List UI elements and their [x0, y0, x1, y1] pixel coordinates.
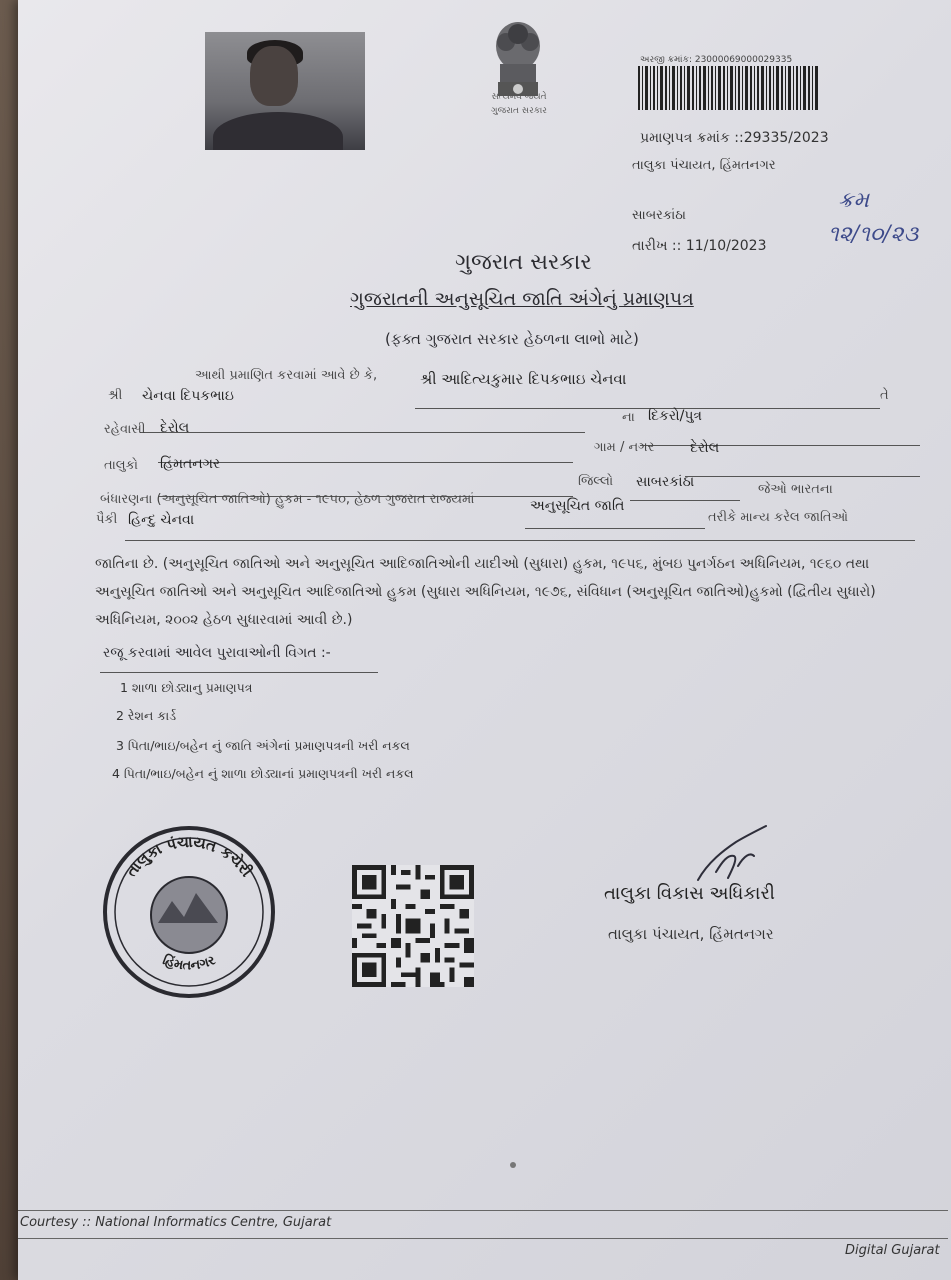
issuing-district: સાબરકાંઠા	[632, 208, 686, 223]
proof-item: 1 શાળા છોડ્યાનુ પ્રમાણપત્ર	[120, 680, 253, 695]
handwritten-date: ૧૨/૧૦/૨૩	[828, 222, 919, 247]
paper-speck	[510, 1162, 516, 1168]
issuing-office: તાલુકા પંચાયત, હિંમતનગર	[632, 158, 776, 173]
barcode	[638, 66, 820, 110]
certificate-title: ગુજરાતની અનુસૂચિત જાતિ અંગેનું પ્રમાણપત્ર	[350, 288, 694, 310]
seal-bottom-text: હિંમતનગર	[160, 952, 218, 974]
emblem-caption-line1: સત્યમેવ જયતે	[491, 92, 547, 102]
village-value: દેરોલ	[690, 440, 720, 456]
district-value: સાબરકાંઠા	[636, 474, 695, 490]
certificate-number: પ્રમાણપત્ર ક્રમાંક ::29335/2023	[640, 130, 829, 146]
taluka-label: તાલુકો	[104, 458, 139, 473]
caste-prefix-label: પૈકી	[96, 512, 118, 527]
officer-title: તાલુકા વિકાસ અધિકારી	[604, 883, 775, 904]
handwritten-reference: ક્રમ	[838, 188, 870, 213]
taluka-value: હિંમતનગર	[160, 456, 221, 472]
seal-top-text: તાલુકા પંચાયત કચેરી	[122, 832, 256, 881]
category-value: અનુસૂચિત જાતિ	[530, 498, 625, 514]
legal-paragraph: જાતિના છે. (અનુસૂચિત જાતિઓ અને અનુસૂચિત આદિજાતિઓની યાદીઓ (સુધારા) હુકમ, ૧૯૫૬, મુંબઇ પુનર્ગઠન અધિનિયમ, ૧૯૬૦ તથા અનુસૂચિત જાતિઓ અને અનુસૂચિત આદિજાતિઓ હુકમ (સુધારા અધિનિયમ, ૧૯૭૬, સંવિધાન (અનુસૂચિત જાતિઓ)હુકમો (દ્વિતીય સુધારો) અધિનિયમ, ૨૦૦૨ હેઠળ સુધારવામાં આવી છે.)	[95, 556, 876, 628]
proof-item: 4 પિતા/ભાઇ/બહેન નું શાળા છોડ્યાનાં પ્રમાણપત્રની ખરી નકલ	[112, 766, 414, 781]
district-label: જિલ્લો	[578, 474, 614, 489]
government-title: ગુજરાત સરકાર	[455, 250, 592, 275]
qr-code	[352, 865, 474, 987]
caste-value: હિન્દુ ચેનવા	[128, 512, 195, 528]
barcode-label: અરજી ક્રમાંક: 23000069000029335	[640, 55, 793, 65]
father-name: ચેનવા દિપકભાઇ	[142, 388, 234, 404]
emblem-caption-line2: ગુજરાત સરકાર	[491, 106, 547, 116]
resident-label: રહેવાસી	[104, 422, 146, 437]
te-label: તે	[880, 388, 889, 403]
digital-gujarat-label: Digital Gujarat	[845, 1243, 940, 1258]
which-india-label: જેઓ ભારતના	[758, 482, 833, 497]
proofs-title: રજૂ કરવામાં આવેલ પુરાવાઓની વિગત :-	[103, 645, 331, 661]
applicant-name: શ્રી આદિત્યકુમાર દિપકભાઇ ચેનવા	[420, 370, 627, 388]
officer-office: તાલુકા પંચાયત, હિંમતનગર	[608, 925, 774, 943]
proof-item: 3 પિતા/ભાઇ/બહેન નું જાતિ અંગેનાં પ્રમાણપત્રની ખરી નકલ	[116, 738, 410, 753]
applicant-photo	[205, 32, 365, 150]
officer-signature	[688, 822, 778, 888]
footer-rule-bottom	[18, 1238, 948, 1239]
shri-label: શ્રી	[108, 388, 123, 403]
office-seal-stamp	[100, 823, 278, 1001]
resident-value: દેરોલ	[160, 420, 190, 436]
proof-item: 2 રેશન કાર્ડ	[116, 708, 177, 723]
relation-value: દિકરો/પુત્ર	[648, 408, 703, 424]
courtesy-text: Courtesy :: National Informatics Centre, Gujarat	[20, 1215, 332, 1230]
certify-label: આથી પ્રમાણિત કરવામાં આવે છે કે,	[195, 368, 378, 383]
certificate-purpose: (ફક્ત ગુજરાત સરકાર હેઠળના લાભો માટે)	[385, 330, 639, 348]
svg-text:હિંમતનગર	[160, 951, 218, 973]
village-label: ગામ / નગર	[594, 440, 655, 455]
recognized-label: તરીકે માન્ય કરેલ જાતિઓ	[708, 510, 849, 525]
constitution-text: બંધારણના (અનુસૂચિત જાતિઓ) હુકમ - ૧૯૫૦, હેઠળ ગુજરાત રાજ્યમાં	[100, 492, 475, 507]
na-label: ના	[622, 410, 635, 425]
certificate-page	[18, 0, 951, 1280]
issue-date: તારીખ :: 11/10/2023	[632, 238, 767, 254]
footer-rule-top	[18, 1210, 948, 1211]
